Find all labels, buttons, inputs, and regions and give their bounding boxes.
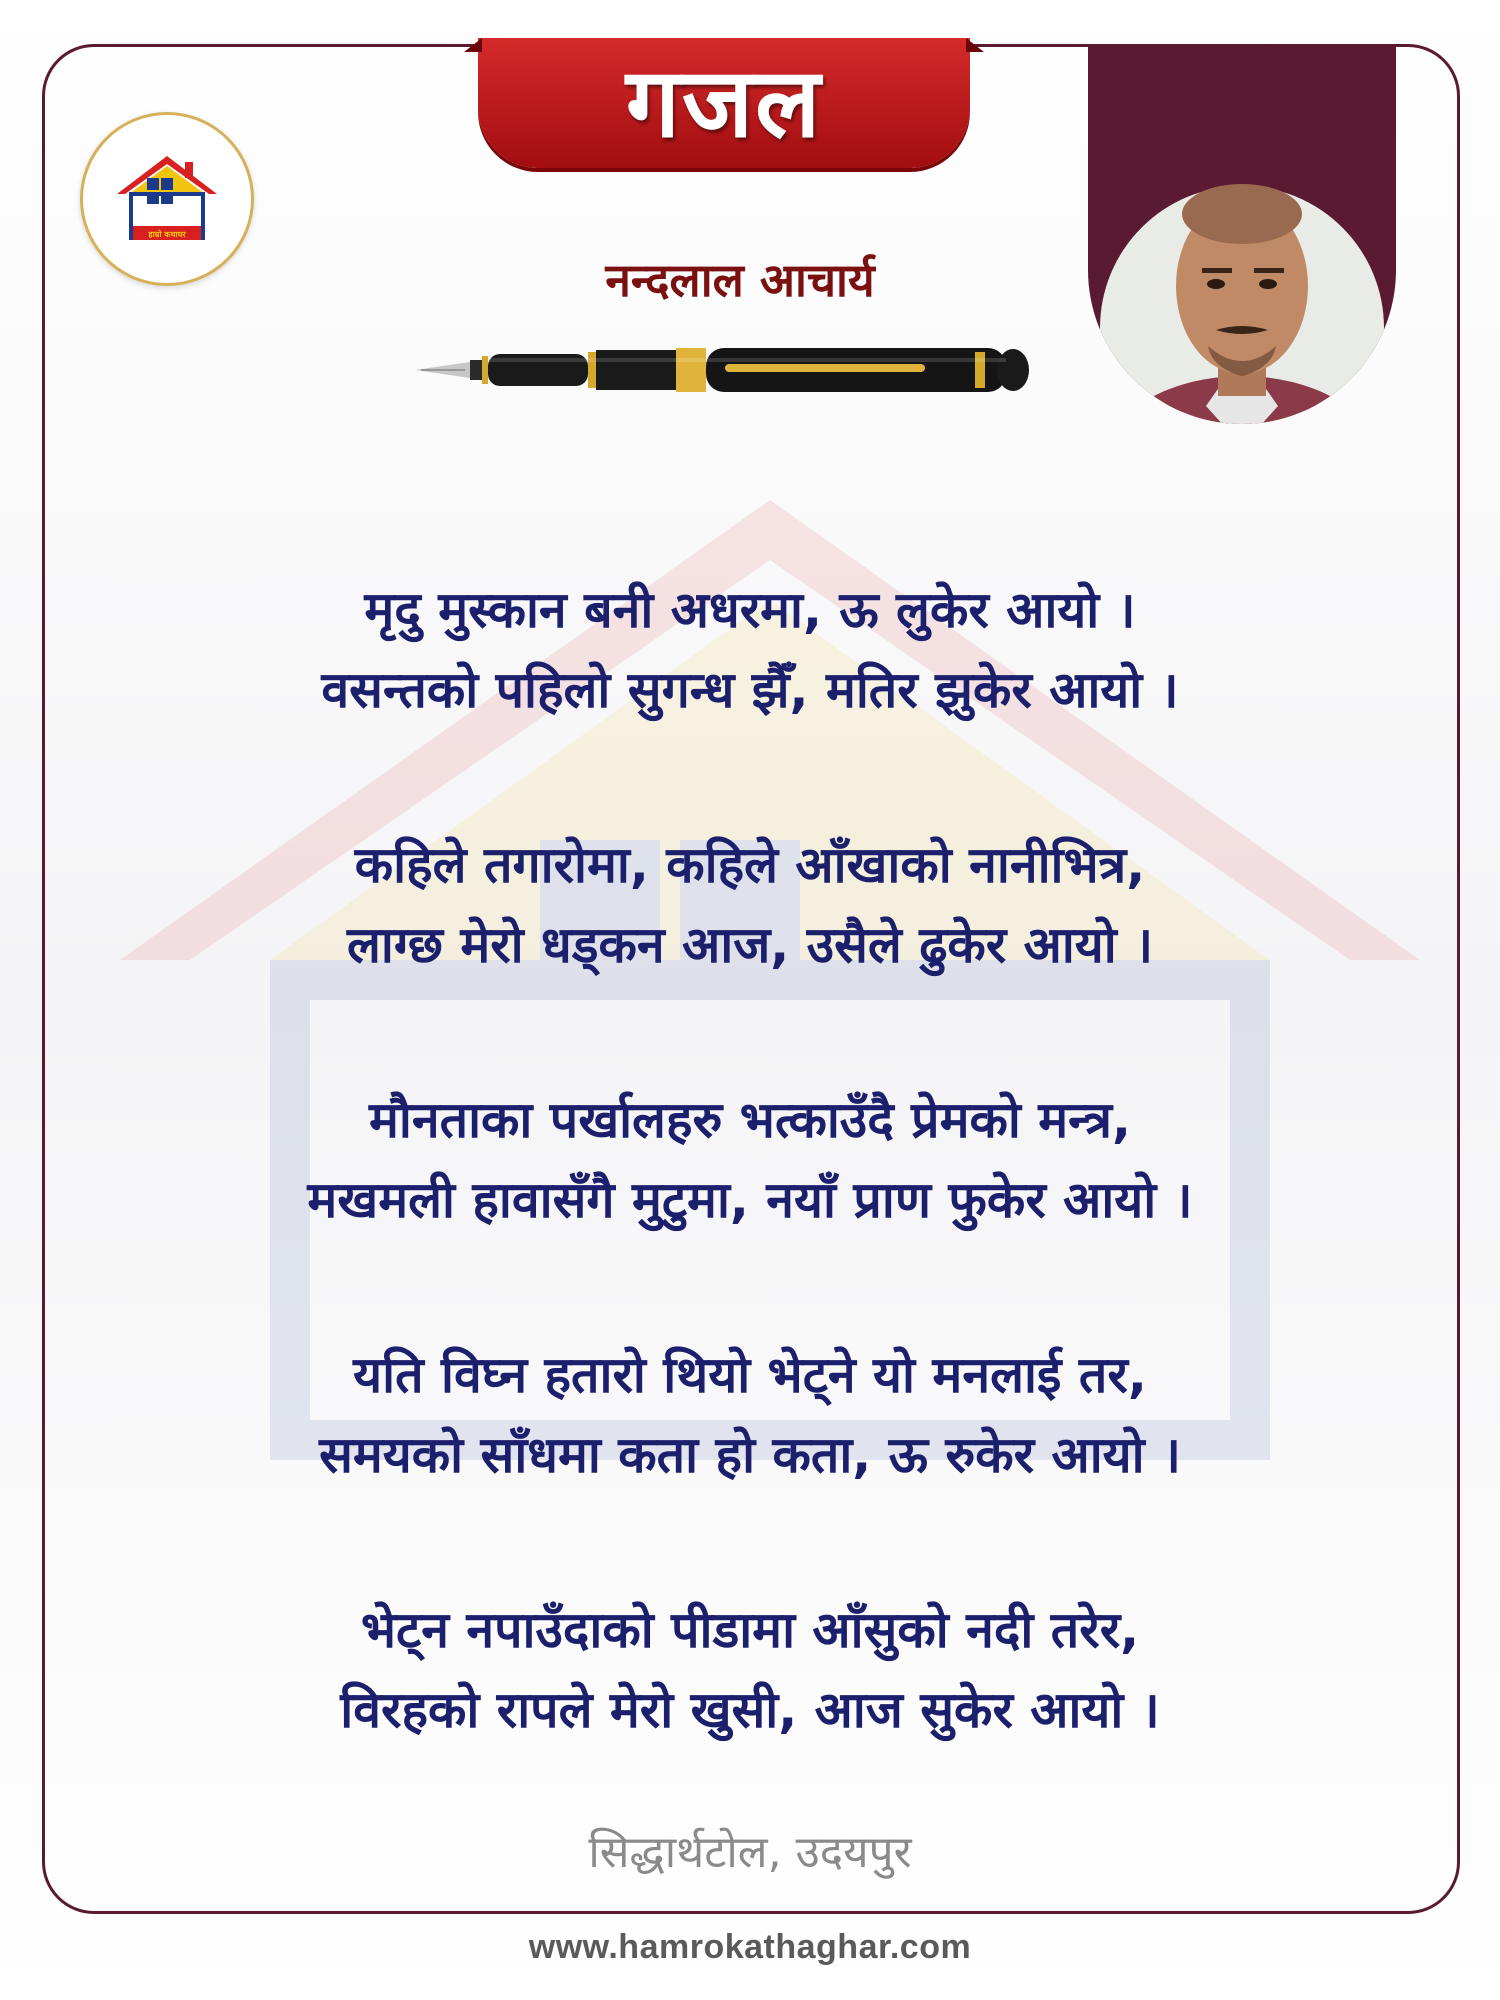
poem-line: भेट्न नपाउँदाको पीडामा आँसुको नदी तरेर,	[360, 1601, 1140, 1659]
poem-line: यति विघ्न हतारो थियो भेट्ने यो मनलाई तर,	[353, 1346, 1147, 1404]
poem-line: वसन्तको पहिलो सुगन्ध झैँ, मतिर झुकेर आयो ।	[321, 661, 1179, 719]
author-photo	[1088, 46, 1396, 424]
stanza	[120, 1335, 1380, 1495]
author-location: सिद्धार्थटोल, उदयपुर	[588, 1827, 912, 1878]
poem-line: मृदु मुस्कान बनी अधरमा, ऊ लुकेर आयो ।	[364, 581, 1136, 639]
poem-line: विरहको रापले मेरो खुसी, आज सुकेर आयो ।	[340, 1681, 1160, 1739]
title-banner	[478, 38, 970, 168]
page-title: गजल	[625, 47, 823, 159]
site-logo[interactable]	[80, 112, 254, 286]
stanza	[120, 1590, 1380, 1750]
poem-line: कहिले तगारोमा, कहिले आँखाको नानीभित्र,	[354, 836, 1146, 894]
website-link[interactable]: www.hamrokathaghar.com	[528, 1928, 972, 1966]
poem-line: समयको साँधमा कता हो कता, ऊ रुकेर आयो ।	[319, 1426, 1181, 1484]
poem-line: लाग्छ मेरो धड्कन आज, उसैले ढुकेर आयो ।	[346, 916, 1154, 974]
stanza	[120, 1080, 1380, 1240]
logo-text: हाम्रो कथाघर	[148, 230, 186, 239]
poem-body	[120, 570, 1380, 1845]
poem-line: मौनताका पर्खालहरु भत्काउँदै प्रेमको मन्त्र,	[368, 1091, 1132, 1149]
stanza	[120, 570, 1380, 730]
house-logo-icon	[107, 144, 227, 254]
poem-line: मखमली हावासँगै मुटुमा, नयाँ प्राण फुकेर आयो ।	[307, 1171, 1193, 1229]
pen-icon	[415, 340, 1030, 400]
author-photo-panel	[1088, 46, 1396, 424]
author-name: नन्दलाल आचार्य	[605, 253, 875, 307]
stanza	[120, 825, 1380, 985]
